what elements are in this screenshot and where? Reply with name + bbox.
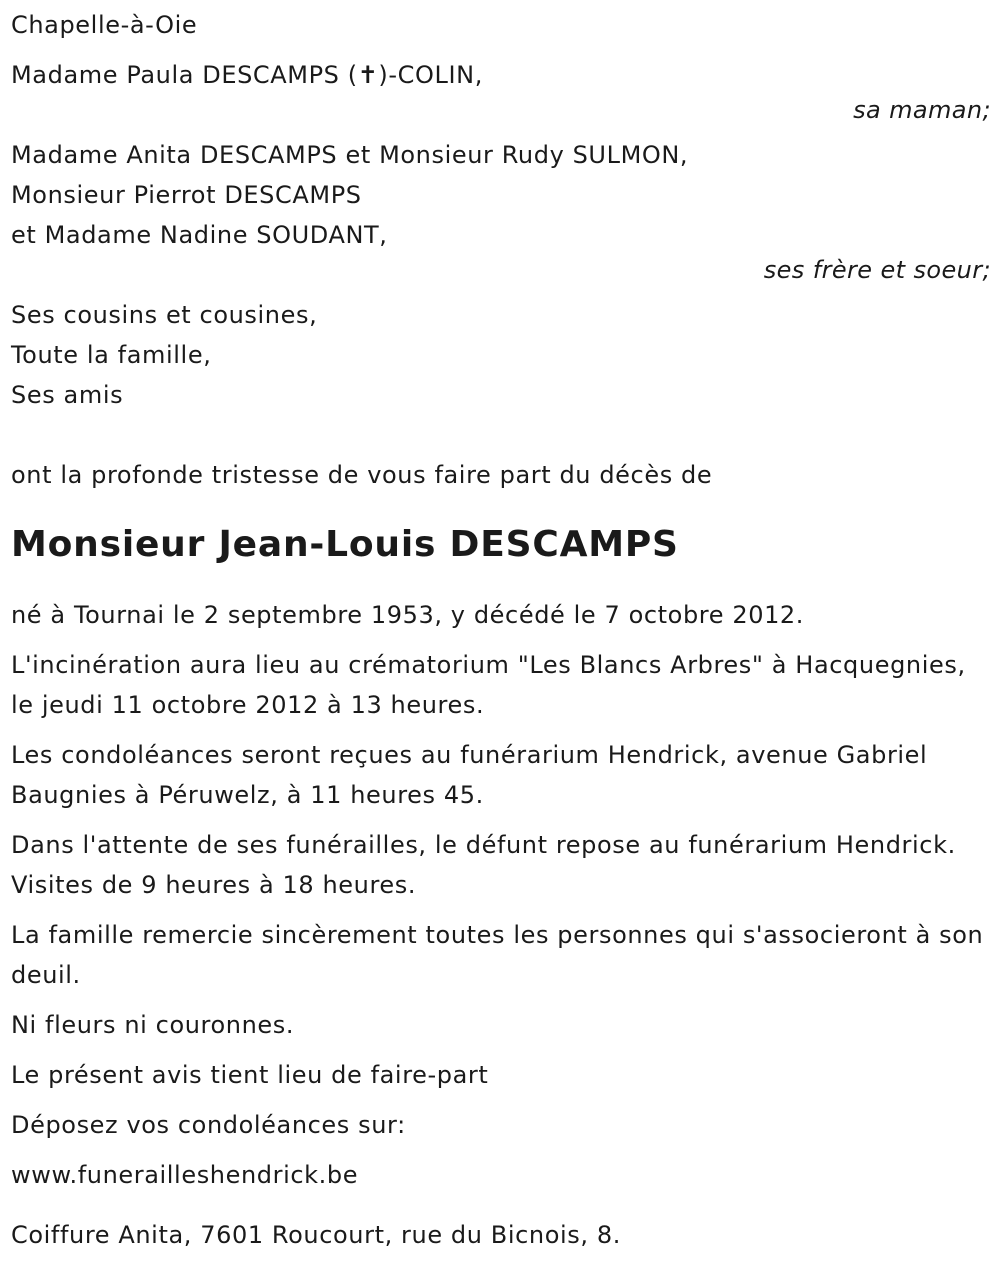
others-line-cousins: Ses cousins et cousines,: [11, 301, 318, 329]
sibling-line-2: Monsieur Pierrot DESCAMPS: [11, 181, 362, 209]
spacer: [11, 415, 991, 455]
cremation-paragraph: L'incinération aura lieu au crématorium "Les Blancs Arbres" à Hacquegnies, le jeudi 11 octobre 2012 à 13 heures.: [11, 651, 966, 719]
condolences-paragraph: Les condoléances seront reçues au funérarium Hendrick, avenue Gabriel Baugnies à Péruwelz, à 11 heures 45.: [11, 741, 928, 809]
birth-death-paragraph: né à Tournai le 2 septembre 1953, y décédé le 7 octobre 2012.: [11, 601, 805, 629]
spacer: [11, 125, 991, 135]
others-line-family: Toute la famille,: [11, 341, 212, 369]
others-line-friends: Ses amis: [11, 381, 124, 409]
online-condolences-label: Déposez vos condoléances sur:: [11, 1111, 406, 1139]
deceased-name: Monsieur Jean-Louis DESCAMPS: [11, 524, 679, 565]
obituary-notice: [11, 5, 991, 1255]
spacer: [11, 45, 991, 55]
mother-relation: sa maman;: [853, 96, 991, 124]
rest-paragraph: Dans l'attente de ses funérailles, le défunt repose au funérarium Hendrick. Visites de 9 heures à 18 heures.: [11, 831, 956, 899]
notice-paragraph: Le présent avis tient lieu de faire-part: [11, 1061, 489, 1089]
location-line: Chapelle-à-Oie: [11, 11, 198, 39]
announcement-text: ont la profonde tristesse de vous faire part du décès de: [11, 461, 713, 489]
spacer: [11, 285, 991, 295]
sibling-line-3: et Madame Nadine SOUDANT,: [11, 221, 388, 249]
siblings-relation: ses frère et soeur;: [763, 256, 991, 284]
spacer: [11, 1205, 991, 1215]
flowers-paragraph: Ni fleurs ni couronnes.: [11, 1011, 295, 1039]
thanks-paragraph: La famille remercie sincèrement toutes les personnes qui s'associeront à son deuil.: [11, 921, 984, 989]
mother-name: Madame Paula DESCAMPS (✝)-COLIN,: [11, 61, 483, 89]
website-link[interactable]: www.funerailleshendrick.be: [11, 1161, 359, 1189]
sibling-line-1: Madame Anita DESCAMPS et Monsieur Rudy SULMON,: [11, 141, 689, 169]
address-line: Coiffure Anita, 7601 Roucourt, rue du Bicnois, 8.: [11, 1221, 621, 1249]
